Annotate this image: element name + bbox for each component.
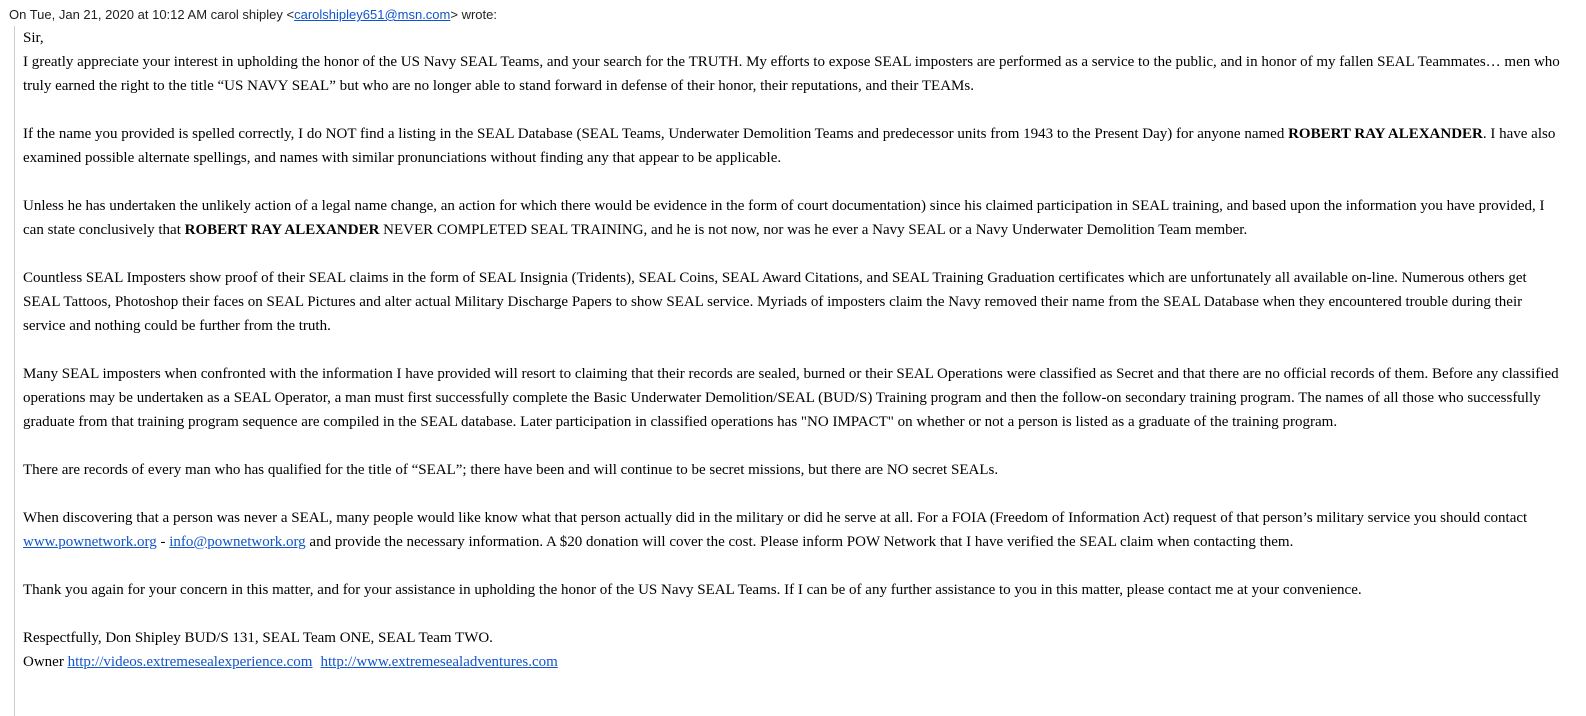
pownetwork-website-link[interactable]: www.pownetwork.org [23, 534, 157, 550]
text-segment: - [156, 534, 170, 550]
text-segment: Unless he has undertaken the unlikely action of a legal name change, an action for which there would be evidence in the form of court documentation) since his claimed participation in SEAL training, and based upon the information you have provided, I can state conclusively that [23, 198, 1545, 238]
text-segment: NEVER COMPLETED SEAL TRAINING, and he is not now, nor was he ever a Navy SEAL or a Navy Underwater Demolition Team member. [379, 222, 1248, 238]
quote-attribution-line [9, 7, 497, 22]
paragraph-conclusion [23, 194, 1561, 242]
paragraph-foia [23, 506, 1561, 554]
subject-name: ROBERT RAY ALEXANDER [184, 222, 380, 238]
owner-label: Owner [23, 654, 68, 670]
videos-site-link[interactable]: http://videos.extremesealexperience.com [67, 654, 313, 670]
text-segment: When discovering that a person was never a SEAL, many people would like know what that person actually did in the military or did he serve at all. For a FOIA (Freedom of Information Act) request of that person’s military service you should contact [23, 510, 1528, 526]
text-segment: If the name you provided is spelled correctly, I do NOT find a listing in the SEAL Database (SEAL Teams, Underwater Demolition Teams and predecessor units from 1943 to the Present Day) for anyone named [23, 126, 1289, 142]
greeting: Sir, [23, 30, 44, 46]
adventures-site-link[interactable]: http://www.extremesealadventures.com [320, 654, 558, 670]
paragraph-intro: I greatly appreciate your interest in upholding the honor of the US Navy SEAL Teams, and your search for the TRUTH. My efforts to expose SEAL imposters are performed as a service to the public, and in honor of my fallen SEAL Teammates… men who truly earned the right to the title “US NAVY SEAL” but who are no longer able to stand forward in defense of their honor, their reputations, and their TEAMs. [23, 54, 1560, 94]
pownetwork-email-link[interactable]: info@pownetwork.org [169, 534, 306, 550]
text-segment: and provide the necessary information. A $20 donation will cover the cost. Please inform POW Network that I have verified the SEAL claim when contacting them. [305, 534, 1294, 550]
paragraph-classified-claims: Many SEAL imposters when confronted with the information I have provided will resort to claiming that their records are sealed, burned or their SEAL Operations were classified as Secret and that there are no official records of them. Before any classified operations may be undertaken as a SEAL Operator, a man must first successfully complete the Basic Underwater Demolition/SEAL (BUD/S) Training program and then the follow-on secondary training program. The names of all those who successfully graduate from that training program sequence are compiled in the SEAL database. Later participation in classified operations has "NO IMPACT" on whether or not a person is listed as a graduate of the training program. [23, 366, 1559, 430]
paragraph-database-search [23, 122, 1561, 170]
attribution-suffix: > wrote: [450, 7, 497, 22]
subject-name: ROBERT RAY ALEXANDER [1288, 126, 1483, 142]
paragraph-thanks: Thank you again for your concern in this matter, and for your assistance in upholding the honor of the US Navy SEAL Teams. If I can be of any further assistance to you in this matter, please contact me at your convenience. [23, 582, 1362, 598]
attribution-prefix: On Tue, Jan 21, 2020 at 10:12 AM carol shipley < [9, 7, 295, 22]
text-segment: . I have also examined possible alternate spellings, and names with similar pronunciations without finding any that appear to be applicable. [23, 126, 1556, 166]
paragraph-imposter-proof: Countless SEAL Imposters show proof of their SEAL claims in the form of SEAL Insignia (Tridents), SEAL Coins, SEAL Award Citations, and SEAL Training Graduation certificates which are unfortunately all available on-line. Numerous others get SEAL Tattoos, Photoshop their faces on SEAL Pictures and alter actual Military Discharge Papers to show SEAL service. Myriads of imposters claim the Navy removed their name from the SEAL Database when they encountered trouble during their service and nothing could be further from the truth. [23, 270, 1527, 334]
quoted-message-body [14, 26, 1579, 716]
paragraph-no-secret-seals: There are records of every man who has qualified for the title of “SEAL”; there have been and will continue to be secret missions, but there are NO secret SEALs. [23, 462, 999, 478]
owner-line [23, 650, 1561, 674]
signoff: Respectfully, Don Shipley BUD/S 131, SEAL Team ONE, SEAL Team TWO. [23, 630, 493, 646]
sender-email-link[interactable]: carolshipley651@msn.com [294, 7, 451, 22]
